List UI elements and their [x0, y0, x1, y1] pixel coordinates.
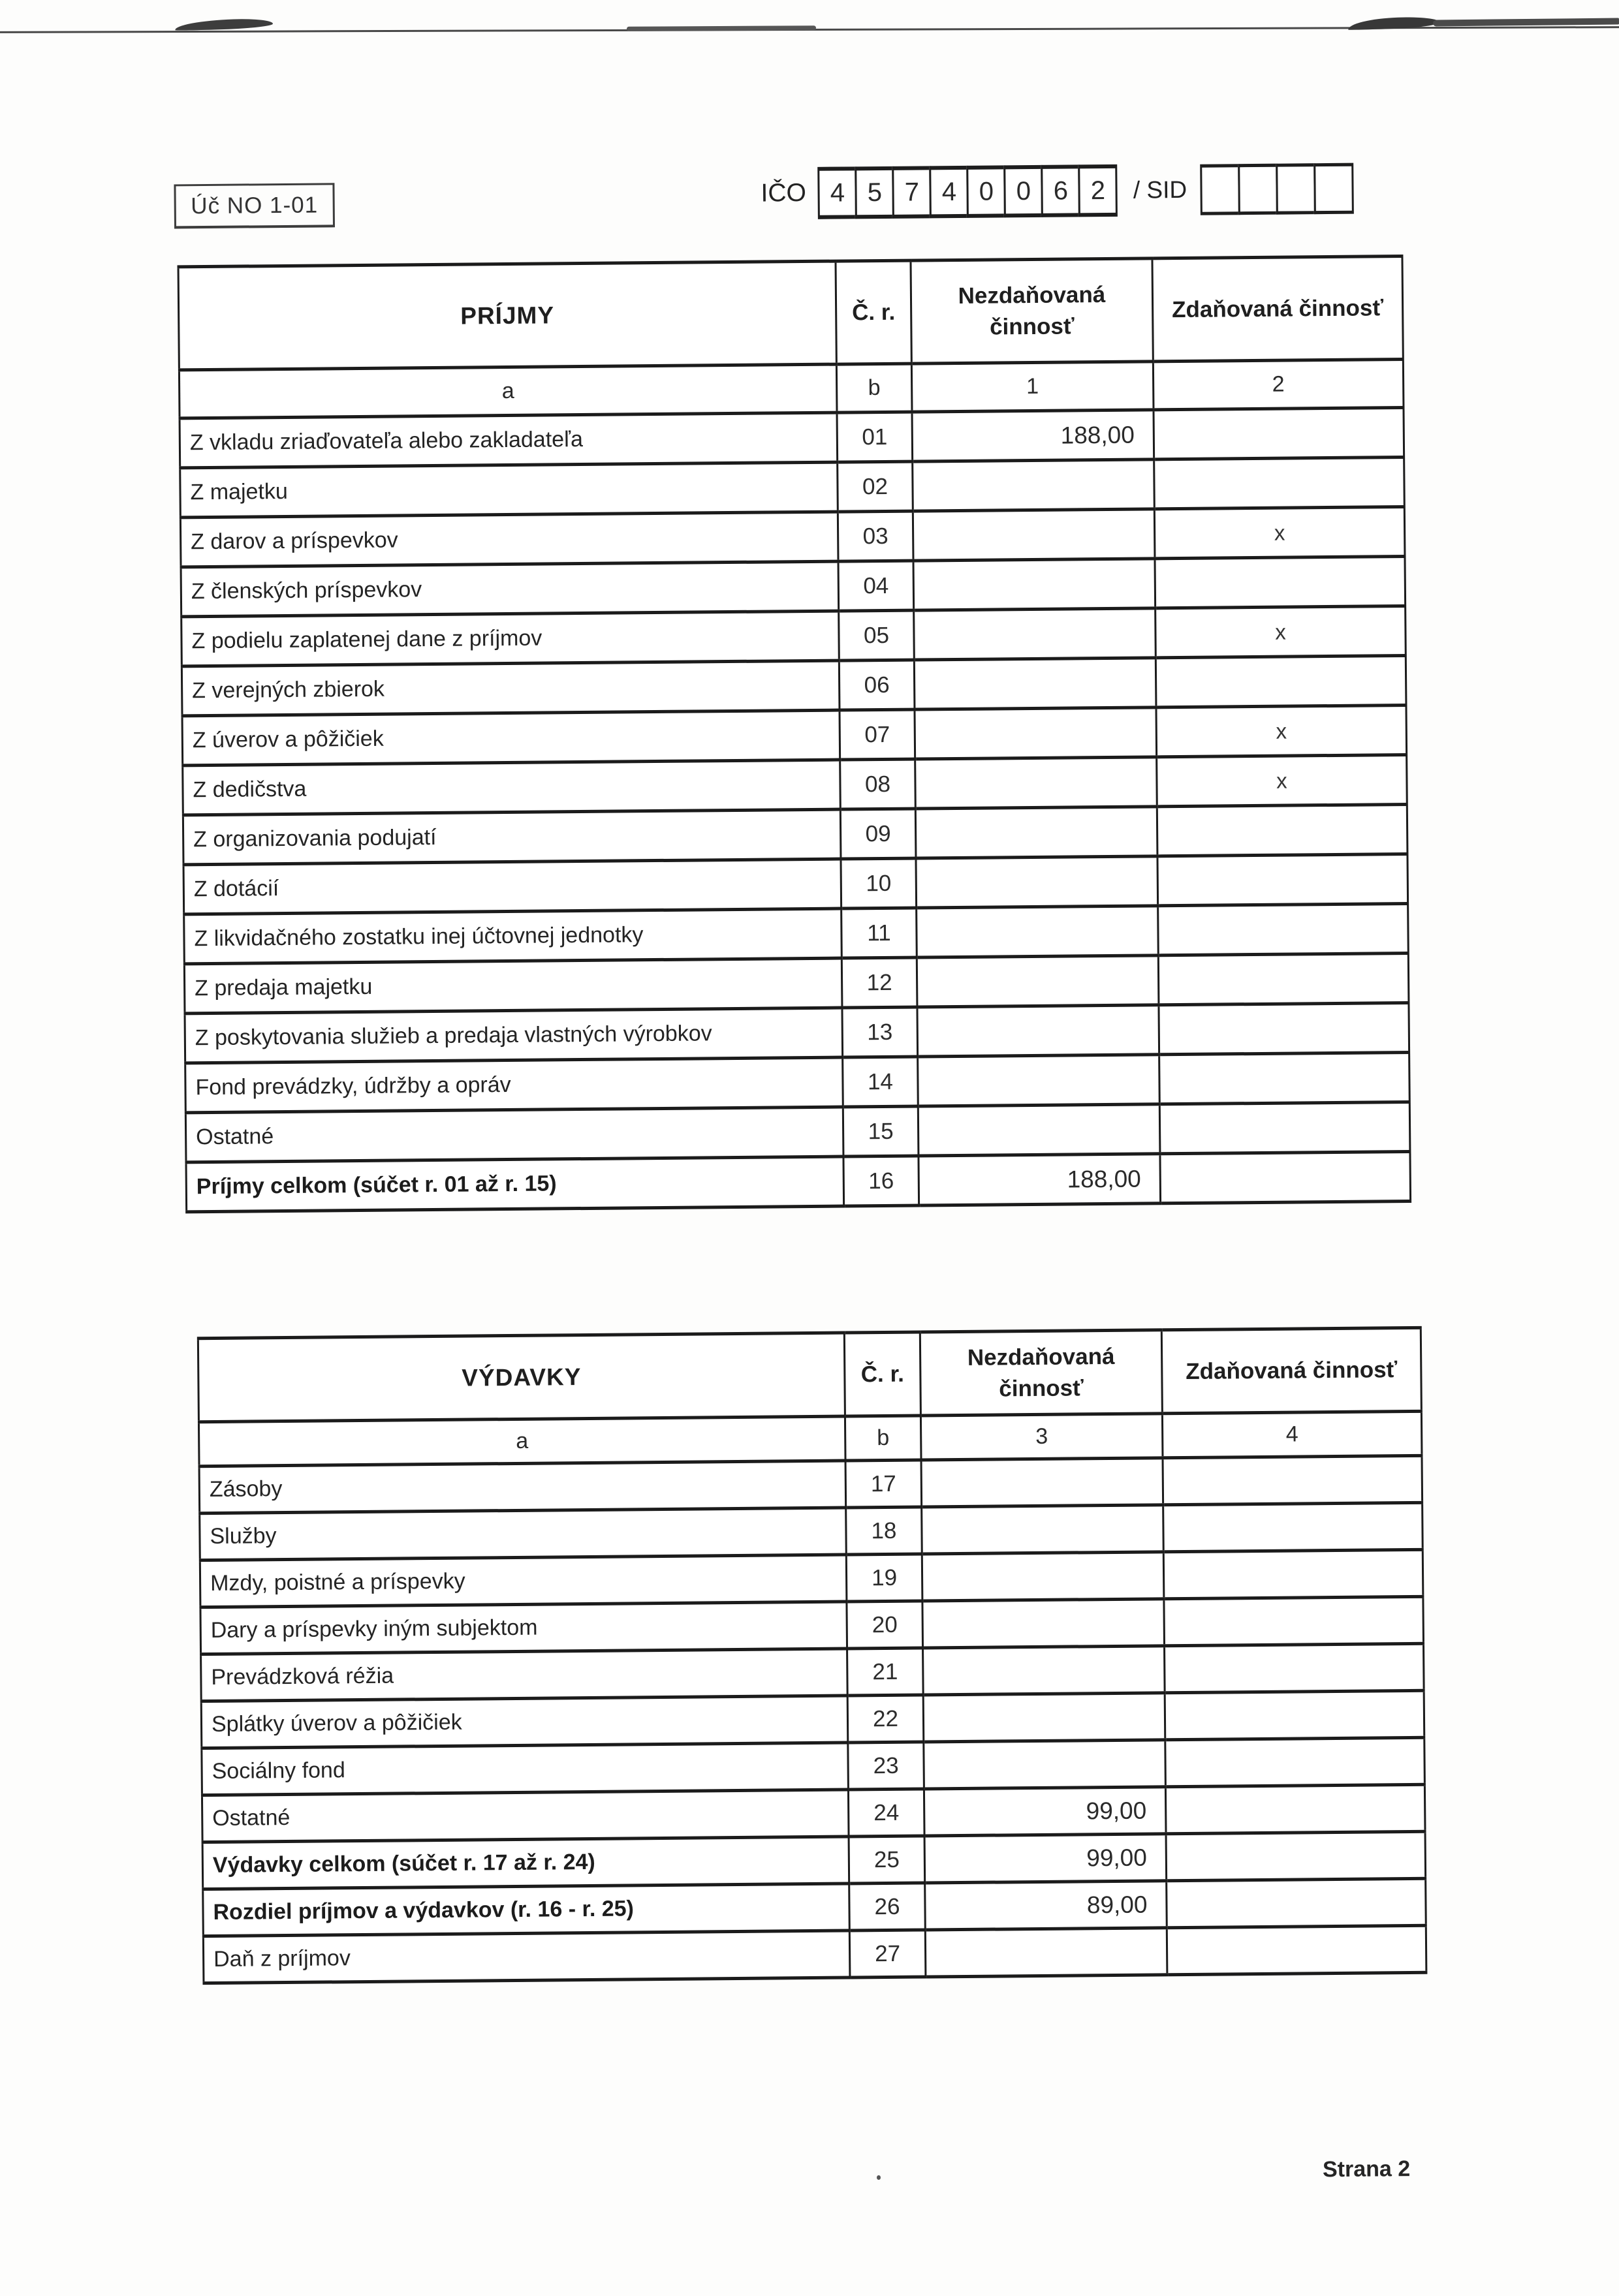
sid-label: / SID — [1133, 176, 1187, 204]
subheader-b: b — [845, 1416, 921, 1461]
subheader-b: b — [836, 364, 912, 412]
taxed-value: x — [1157, 754, 1407, 806]
row-number: 07 — [840, 709, 915, 760]
taxed-value — [1165, 1643, 1424, 1692]
taxed-value — [1160, 1151, 1411, 1203]
taxed-value: x — [1156, 706, 1407, 757]
page-number: Strana 2 — [1322, 2156, 1411, 2182]
row-number: 21 — [847, 1648, 924, 1696]
taxed-value — [1159, 1052, 1410, 1104]
row-label: Z likvidačného zostatku inej účtovnej jednotky — [184, 908, 842, 964]
ico-digit-cell: 4 — [930, 166, 969, 219]
row-number: 14 — [843, 1057, 919, 1107]
prijmy-header-row — [178, 256, 1403, 370]
taxed-value: x — [1154, 507, 1405, 559]
row-number: 03 — [838, 511, 913, 561]
ico-digit-cell: 7 — [892, 166, 932, 219]
row-label: Ostatné — [185, 1107, 843, 1162]
row-number: 25 — [849, 1836, 925, 1884]
untaxed-value — [916, 856, 1158, 908]
taxed-value — [1164, 1596, 1424, 1645]
row-label: Z členských príspevkov — [181, 561, 839, 617]
taxed-value — [1155, 656, 1406, 707]
untaxed-value — [921, 1458, 1163, 1507]
table-row — [186, 1151, 1411, 1211]
untaxed-value — [925, 1928, 1167, 1977]
untaxed-value — [924, 1740, 1166, 1789]
sid-empty-cell — [1238, 164, 1278, 215]
taxed-value — [1154, 408, 1404, 459]
ico-digit-cell: 0 — [967, 165, 1007, 218]
untaxed-value — [915, 707, 1157, 759]
row-label: Zásoby — [199, 1461, 846, 1513]
ico-digit-cell: 5 — [855, 166, 895, 219]
taxed-value — [1167, 1925, 1426, 1974]
untaxed-value: 99,00 — [924, 1787, 1166, 1836]
row-number: 26 — [849, 1883, 926, 1931]
vydavky-table — [197, 1326, 1428, 1985]
untaxed-value — [918, 1055, 1160, 1106]
taxed-value: x — [1155, 606, 1406, 658]
ico-label: IČO — [761, 178, 807, 208]
untaxed-value — [922, 1599, 1165, 1648]
row-label: Z úverov a pôžičiek — [182, 710, 840, 766]
row-label: Z verejných zbierok — [181, 660, 840, 716]
subheader-a: a — [179, 364, 837, 418]
row-number: 19 — [846, 1554, 922, 1602]
untaxed-value — [913, 509, 1155, 561]
subheader-col2: 2 — [1153, 360, 1404, 410]
col-header-taxed-activity: Zdaňovaná činnosť — [1161, 1327, 1421, 1413]
vydavky-rows — [199, 1455, 1426, 1983]
untaxed-value — [922, 1505, 1164, 1554]
col-header-untaxed-activity: Nezdaňovaná činnosť — [920, 1330, 1162, 1416]
vydavky-header-row — [198, 1327, 1421, 1421]
row-label: Z poskytovania služieb a predaja vlastných výrobkov — [185, 1008, 843, 1063]
row-number: 11 — [841, 908, 917, 958]
prijmy-table — [177, 255, 1411, 1213]
taxed-value — [1159, 1102, 1410, 1153]
table-row — [203, 1925, 1426, 1983]
row-number: 27 — [849, 1930, 926, 1978]
row-label: Z vkladu zriaďovateľa alebo zakladateľa — [180, 412, 838, 468]
sid-boxes — [1200, 163, 1354, 215]
untaxed-value: 188,00 — [912, 410, 1154, 461]
row-number: 10 — [841, 858, 917, 908]
untaxed-value — [923, 1646, 1165, 1695]
untaxed-value — [918, 1104, 1160, 1156]
taxed-value — [1158, 903, 1409, 955]
row-label: Výdavky celkom (súčet r. 17 až r. 24) — [202, 1837, 849, 1889]
taxed-value — [1165, 1690, 1424, 1739]
row-number: 15 — [843, 1106, 919, 1156]
row-number: 01 — [837, 412, 913, 462]
row-label: Z predaja majetku — [184, 958, 842, 1014]
row-number: 20 — [847, 1601, 923, 1649]
untaxed-value — [917, 955, 1159, 1007]
subheader-col3: 3 — [920, 1414, 1163, 1460]
row-number: 12 — [841, 957, 917, 1008]
taxed-value — [1165, 1737, 1425, 1786]
row-label: Daň z príjmov — [203, 1931, 850, 1983]
row-number: 23 — [848, 1742, 924, 1790]
taxed-value — [1166, 1831, 1426, 1880]
col-header-taxed-activity: Zdaňovaná činnosť — [1152, 256, 1403, 362]
row-label: Z dotácií — [183, 859, 841, 914]
taxed-value — [1157, 854, 1408, 905]
taxed-value — [1154, 458, 1405, 509]
untaxed-value — [914, 608, 1156, 660]
col-header-untaxed-activity: Nezdaňovaná činnosť — [911, 258, 1153, 364]
untaxed-value: 99,00 — [924, 1834, 1167, 1883]
row-number: 22 — [847, 1695, 924, 1743]
row-number: 02 — [838, 461, 913, 512]
col-header-row-number: Č. r. — [836, 260, 911, 364]
row-label: Splátky úverov a pôžičiek — [201, 1696, 848, 1748]
untaxed-value — [913, 459, 1155, 511]
taxed-value — [1165, 1784, 1425, 1833]
row-number: 08 — [840, 759, 916, 809]
subheader-a: a — [198, 1416, 845, 1466]
row-number: 17 — [845, 1460, 922, 1508]
row-number: 13 — [842, 1007, 918, 1057]
untaxed-value — [923, 1693, 1165, 1742]
ico-section — [761, 163, 1353, 220]
taxed-value — [1158, 953, 1409, 1004]
form-code-box — [174, 183, 335, 228]
taxed-value — [1167, 1878, 1426, 1927]
row-label: Prevádzková réžia — [201, 1649, 848, 1701]
sid-empty-cell — [1276, 163, 1316, 215]
untaxed-value — [917, 906, 1159, 957]
row-number: 09 — [840, 809, 916, 859]
row-number: 06 — [839, 660, 915, 710]
untaxed-value: 188,00 — [919, 1154, 1161, 1205]
ico-digit-cell: 6 — [1041, 164, 1081, 217]
row-number: 04 — [838, 561, 914, 611]
row-label: Dary a príspevky iným subjektom — [200, 1602, 847, 1654]
row-number: 24 — [848, 1789, 924, 1837]
row-label: Služby — [200, 1508, 847, 1560]
taxed-value — [1163, 1455, 1423, 1504]
prijmy-title: PRÍJMY — [178, 261, 836, 370]
vydavky-title: VÝDAVKY — [198, 1333, 845, 1422]
row-label: Z darov a príspevkov — [180, 512, 838, 567]
untaxed-value — [914, 658, 1156, 709]
taxed-value — [1163, 1549, 1423, 1598]
row-number: 05 — [839, 610, 915, 660]
row-label: Mzdy, poistné a príspevky — [200, 1555, 847, 1607]
row-label: Z organizovania podujatí — [183, 809, 841, 865]
row-number: 18 — [846, 1507, 922, 1555]
untaxed-value — [915, 807, 1157, 858]
subheader-col4: 4 — [1162, 1411, 1422, 1457]
prijmy-rows — [180, 408, 1411, 1212]
row-label: Z majetku — [180, 462, 838, 518]
row-label: Rozdiel príjmov a výdavkov (r. 16 - r. 25) — [203, 1884, 850, 1936]
col-header-row-number: Č. r. — [844, 1332, 920, 1416]
taxed-value — [1159, 1002, 1409, 1054]
untaxed-value — [922, 1552, 1164, 1601]
sid-empty-cell — [1313, 163, 1354, 215]
ico-digit-cell: 0 — [1004, 165, 1044, 218]
row-label: Z podielu zaplatenej dane z príjmov — [181, 611, 840, 666]
taxed-value — [1157, 804, 1407, 856]
ico-digit-boxes — [818, 164, 1118, 219]
untaxed-value — [915, 757, 1157, 809]
untaxed-value — [913, 559, 1155, 610]
row-label: Z dedičstva — [183, 760, 841, 815]
row-number: 16 — [843, 1156, 919, 1206]
ico-digit-cell: 4 — [818, 166, 858, 219]
row-label: Fond prevádzky, údržby a opráv — [185, 1057, 843, 1113]
untaxed-value — [917, 1005, 1159, 1057]
row-label: Príjmy celkom (súčet r. 01 až r. 15) — [186, 1156, 844, 1212]
row-label: Sociálny fond — [202, 1743, 849, 1795]
sid-empty-cell — [1200, 164, 1240, 215]
subheader-col1: 1 — [911, 362, 1154, 412]
taxed-value — [1163, 1502, 1423, 1551]
untaxed-value: 89,00 — [925, 1881, 1167, 1930]
form-code-label: Úč NO 1-01 — [191, 192, 319, 219]
row-label: Ostatné — [202, 1790, 849, 1842]
taxed-value — [1155, 557, 1406, 608]
ico-digit-cell: 2 — [1078, 164, 1118, 217]
